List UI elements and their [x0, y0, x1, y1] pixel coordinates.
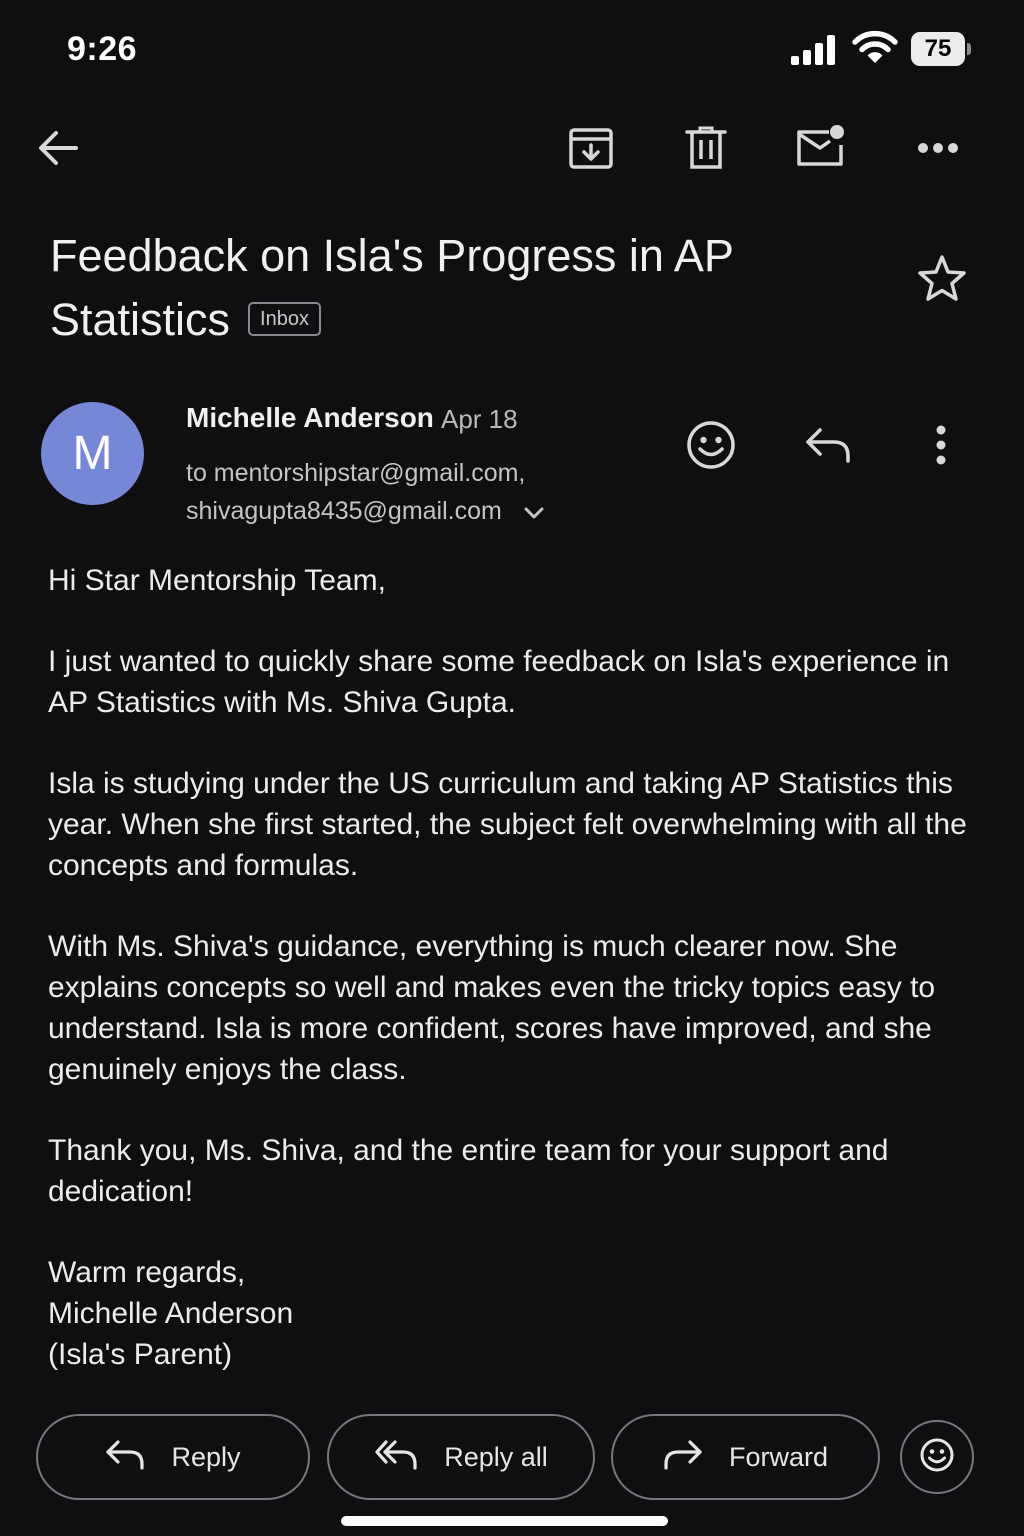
battery-icon — [911, 32, 971, 66]
reply-all-button[interactable] — [327, 1414, 595, 1500]
archive-icon[interactable] — [559, 116, 623, 180]
star-icon[interactable] — [912, 248, 972, 308]
inbox-label-badge[interactable]: Inbox — [248, 302, 321, 336]
recipients-line-2: shivagupta8435@gmail.com — [186, 497, 502, 525]
signature-role: (Isla's Parent) — [48, 1338, 233, 1371]
signal-icon — [790, 34, 838, 66]
trash-icon[interactable] — [674, 116, 738, 180]
sender-name: Michelle Anderson — [186, 402, 434, 433]
emoji-icon — [919, 1437, 955, 1478]
reply-all-button-label: Reply all — [444, 1442, 548, 1472]
reply-button-label: Reply — [171, 1442, 241, 1472]
signature-name: Michelle Anderson — [48, 1297, 294, 1330]
more-horizontal-icon[interactable] — [906, 116, 970, 180]
reply-icon — [105, 1438, 145, 1477]
emoji-icon[interactable] — [679, 413, 743, 477]
battery-percent: 75 — [924, 35, 952, 62]
email-greeting: Hi Star Mentorship Team, — [48, 564, 386, 597]
back-arrow-icon[interactable] — [26, 116, 90, 180]
forward-icon — [663, 1438, 703, 1477]
recipients[interactable] — [186, 454, 544, 531]
mark-unread-icon[interactable] — [789, 114, 853, 178]
reply-icon[interactable] — [796, 413, 860, 477]
email-closing: Warm regards, — [48, 1256, 246, 1289]
email-paragraph: I just wanted to quickly share some feedback on Isla's experience in AP Statistics with Ms. Shiva Gupta. — [48, 645, 950, 719]
email-paragraph: Isla is studying under the US curriculum and taking AP Statistics this year. When she first started, the subject felt overwhelming with all the concepts and formulas. — [48, 767, 967, 882]
email-date: Apr 18 — [441, 404, 518, 434]
email-body — [48, 560, 968, 1375]
emoji-react-button[interactable] — [900, 1420, 974, 1494]
forward-button[interactable] — [611, 1414, 880, 1500]
avatar[interactable]: M — [41, 402, 144, 505]
email-paragraph: With Ms. Shiva's guidance, everything is much clearer now. She explains concepts so well and makes even the tricky topics easy to understand. Isla is more confident, scores have improved, and she genuinely enjoys the class. — [48, 930, 936, 1086]
status-time: 9:26 — [67, 30, 138, 68]
reply-button[interactable] — [36, 1414, 310, 1500]
reply-all-icon — [374, 1438, 418, 1477]
home-indicator[interactable] — [341, 1516, 668, 1526]
email-subject-block — [50, 224, 890, 352]
action-bar — [0, 1414, 1024, 1502]
email-subject: Feedback on Isla's Progress in AP Statistics — [50, 230, 734, 345]
recipients-line-1: to mentorshipstar@gmail.com, — [186, 459, 526, 487]
forward-button-label: Forward — [728, 1442, 829, 1472]
email-paragraph: Thank you, Ms. Shiva, and the entire team for your support and dedication! — [48, 1134, 889, 1208]
toolbar — [0, 110, 1024, 190]
wifi-icon — [852, 30, 898, 66]
chevron-down-icon[interactable] — [524, 493, 544, 531]
more-vertical-icon[interactable] — [909, 413, 973, 477]
status-bar — [0, 0, 1024, 100]
